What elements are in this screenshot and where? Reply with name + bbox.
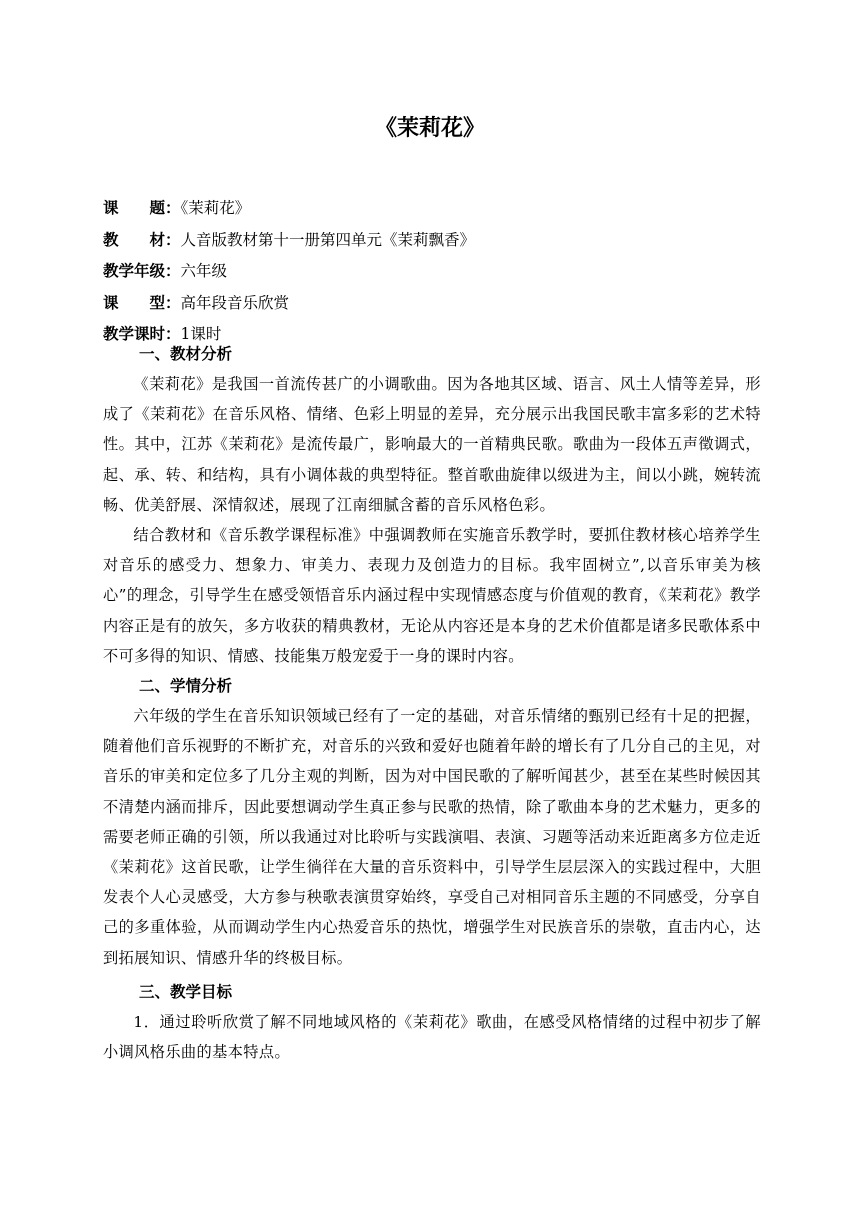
- meta-value: 六年级: [180, 262, 228, 280]
- meta-value: 《茉莉花》: [180, 199, 251, 217]
- paragraph: 结合教材和《音乐教学课程标准》中强调教师在实施音乐教学时，要抓住教材核心培养学生对音乐的感受力、想象力、审美力、表现力及创造力的目标。我牢固树立”,以音乐审美为核心”的理念，引导学生在感受领悟音乐内涵过程中实现情感态度与价值观的教育，《茉莉花》教学内容正是有的放矢，多方收获的精典教材，无论从内容还是本身的艺术价值都是诸多民歌体系中不可多得的知识、情感、技能集万般宠爱于一身的课时内容。: [103, 526, 761, 665]
- meta-row-type: [103, 288, 763, 320]
- meta-label: 教 材：: [103, 230, 181, 249]
- meta-label: 教学课时：: [103, 325, 181, 343]
- section-heading-textbook-analysis: 一、教材分析: [139, 345, 233, 363]
- document-body: [103, 339, 761, 1067]
- paragraph: 《茉莉花》是我国一首流传甚广的小调歌曲。因为各地其区域、语言、风土人情等差异，形成了《茉莉花》在音乐风格、情绪、色彩上明显的差异，充分展示出我国民歌丰富多彩的艺术特性。其中，江苏《茉莉花》是流传最广，影响最大的一首精典民歌。歌曲为一段体五声徵调式，起、承、转、和结构，具有小调体裁的典型特征。整首歌曲旋律以级进为主，间以小跳，婉转流畅、优美舒展、深情叙述，展现了江南细腻含蓄的音乐风格色彩。: [103, 375, 761, 514]
- section-heading-teaching-goals: 三、教学目标: [139, 982, 233, 1001]
- meta-value: 1课时: [180, 325, 222, 343]
- meta-row-textbook: [103, 225, 763, 257]
- meta-row-topic: [103, 193, 763, 225]
- meta-row-grade: [103, 256, 763, 288]
- meta-value: 高年段音乐欣赏: [180, 293, 290, 312]
- meta-value: 人音版教材第十一册第四单元《茉莉飘香》: [180, 230, 476, 249]
- section-heading-student-analysis: 二、学情分析: [139, 677, 233, 696]
- meta-label: 课 题：: [103, 199, 181, 217]
- meta-label: 教学年级：: [103, 262, 181, 280]
- document-title: 《茉莉花》: [374, 116, 485, 141]
- lesson-info: [103, 193, 763, 351]
- paragraph: 1．通过聆听欣赏了解不同地域风格的《茉莉花》歌曲，在感受风格情绪的过程中初步了解小调风格乐曲的基本特点。: [103, 1012, 761, 1062]
- paragraph: 六年级的学生在音乐知识领域已经有了一定的基础，对音乐情绪的甄别已经有十足的把握，随着他们音乐视野的不断扩充，对音乐的兴致和爱好也随着年龄的增长有了几分自己的主见，对音乐的审美和定位多了几分主观的判断，因为对中国民歌的了解听闻甚少，甚至在某些时候因其不清楚内涵而排斥，因此要想调动学生真正参与民歌的热情，除了歌曲本身的艺术魅力，更多的需要老师正确的引领，所以我通过对比聆听与实践演唱、表演、习题等活动来近距离多方位走近《茉莉花》这首民歌，让学生徜徉在大量的音乐资料中，引导学生层层深入的实践过程中，大胆发表个人心灵感受，大方参与秧歌表演贯穿始终，享受自己对相同音乐主题的不同感受，分享自己的多重体验，从而调动学生内心热爱音乐的热忱，增强学生对民族音乐的崇敬，直击内心，达到拓展知识、情感升华的终极目标。: [103, 707, 761, 967]
- meta-label: 课 型：: [103, 293, 181, 312]
